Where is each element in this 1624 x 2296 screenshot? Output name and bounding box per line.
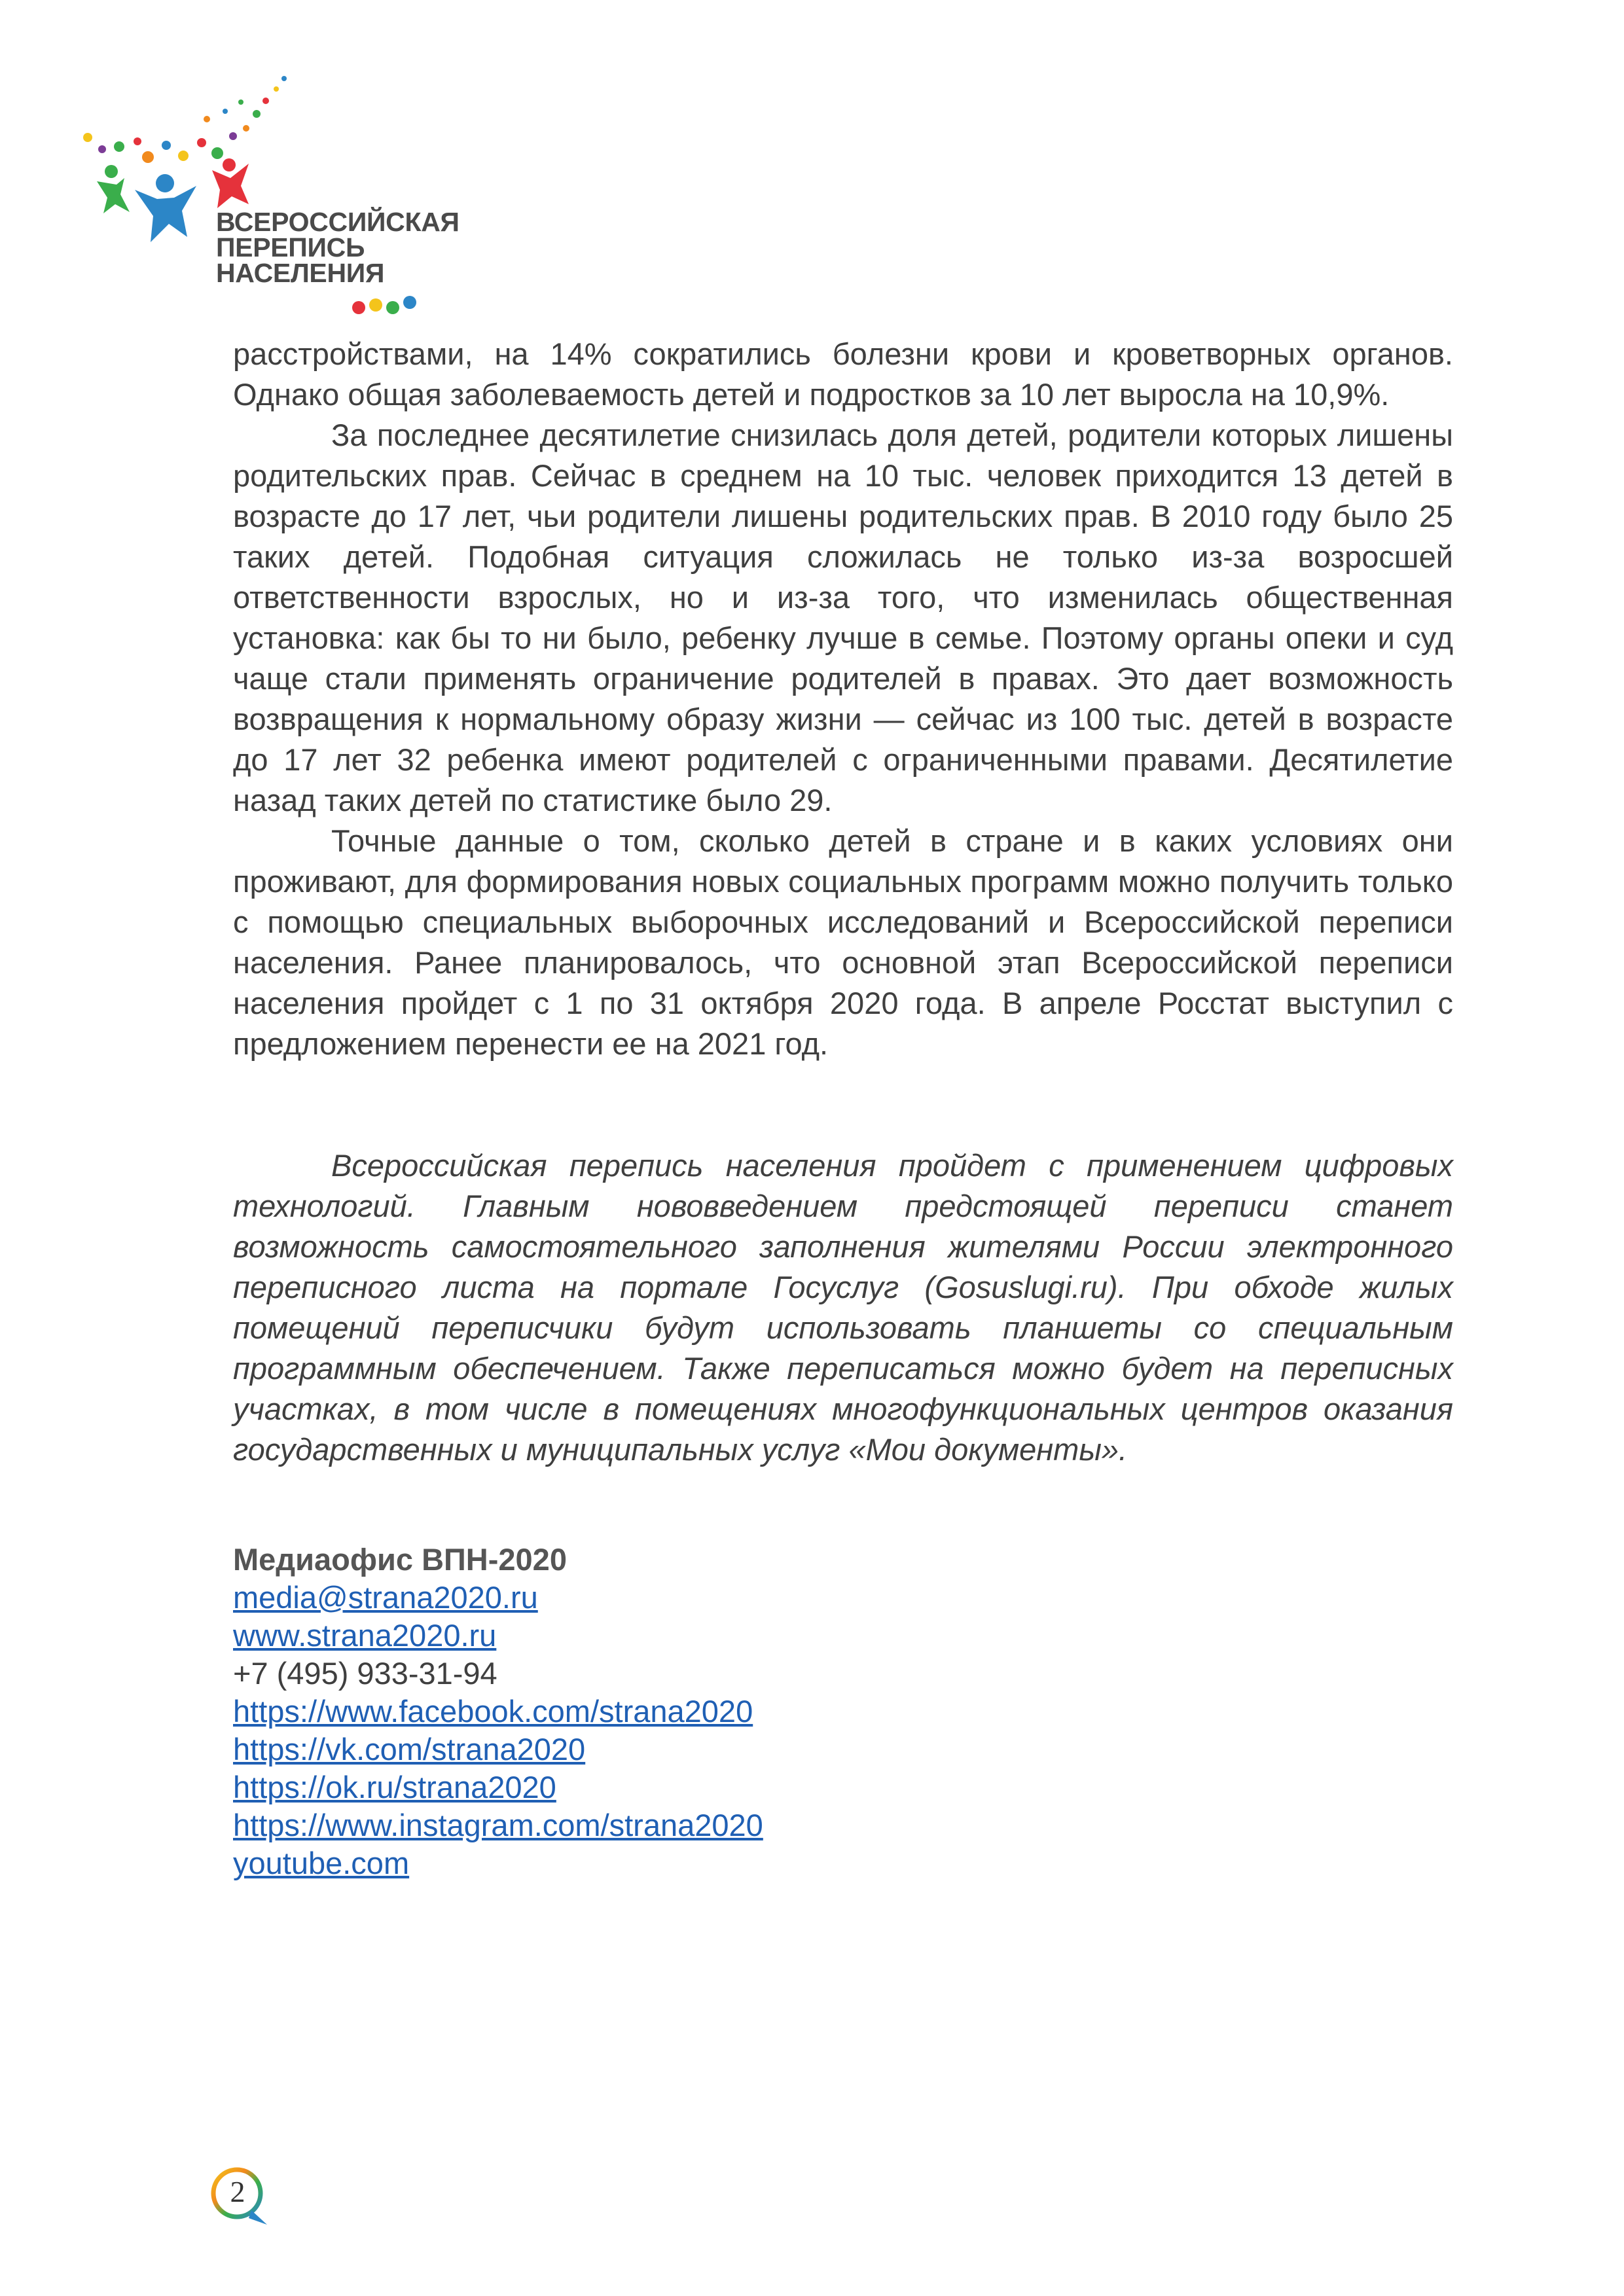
paragraph-census-note: Всероссийская перепись населения пройдет с применением цифровых технологий. Главным нововведением предстоящей переписи станет возможность самостоятельного заполнения жителями России электронного переписного листа на портале Госуслуг (Gosuslugi.ru). При обходе жилых помещений переписчики будут использовать планшеты со специальным программным обеспечением. Также переписаться можно будет на переписных участках, в том числе в помещениях многофункциональных центров оказания государственных и муниципальных услуг «Мои документы».: [233, 1148, 1453, 1467]
facebook-link[interactable]: https://www.facebook.com/strana2020: [233, 1694, 753, 1729]
page-number: 2: [230, 2175, 245, 2208]
logo-confetti: [83, 76, 287, 163]
spacer: [233, 1470, 1453, 1541]
spacer: [233, 1064, 1453, 1145]
contacts-block: [233, 1541, 1453, 1882]
paragraph-3: Точные данные о том, сколько детей в стране и в каких условиях они проживают, для формирования новых социальных программ можно получить только с помощью специальных выборочных исследований и Всероссийской переписи населения. Ранее планировалось, что основной этап Всероссийской переписи населения пройдет с 1 по 31 октября 2020 года. В апреле Росстат выступил с предложением перенести ее на 2021 год.: [233, 823, 1453, 1061]
paragraph-2: За последнее десятилетие снизилась доля детей, родители которых лишены родительских прав. Сейчас в среднем на 10 тыс. человек приходится 13 детей в возрасте до 17 лет, чьи родители лишены родительских прав. В 2010 году было 25 таких детей. Подобная ситуация сложилась не только из-за возросшей ответственности взрослых, но и из-за того, что изменилась общественная установка: как бы то ни было, ребенку лучше в семье. Поэтому органы опеки и суд чаще стали применять ограничение родителей в правах. Это дает возможность возвращения к нормальному образу жизни — сейчас из 100 тыс. детей в возрасте до 17 лет 32 ребенка имеют родителей с ограниченными правами. Десятилетие назад таких детей по статистике было 29.: [233, 418, 1453, 817]
logo-line-1: ВСЕРОССИЙСКАЯ: [216, 207, 460, 237]
website-link[interactable]: www.strana2020.ru: [233, 1618, 497, 1653]
youtube-link[interactable]: youtube.com: [233, 1846, 410, 1880]
logo-line-2: ПЕРЕПИСЬ: [216, 232, 365, 262]
email-link[interactable]: media@strana2020.ru: [233, 1580, 538, 1615]
red-figure-icon: [212, 158, 249, 208]
logo-wordmark: [216, 209, 478, 286]
vk-link[interactable]: https://vk.com/strana2020: [233, 1732, 586, 1767]
ok-link[interactable]: https://ok.ru/strana2020: [233, 1770, 556, 1804]
green-figure-icon: [97, 165, 130, 213]
phone-number: +7 (495) 933-31-94: [233, 1656, 497, 1691]
logo-year-dots: [352, 296, 416, 314]
article-body: [233, 334, 1453, 1882]
instagram-link[interactable]: https://www.instagram.com/strana2020: [233, 1808, 763, 1842]
paragraph-1: расстройствами, на 14% сократились болезни крови и кроветворных органов. Однако общая заболеваемость детей и подростков за 10 лет выросла на 10,9%.: [233, 336, 1453, 412]
blue-figure-icon: [135, 174, 196, 242]
media-office-title: Медиаофис ВПН-2020: [233, 1542, 567, 1577]
logo-line-3: НАСЕЛЕНИЯ: [216, 258, 385, 288]
